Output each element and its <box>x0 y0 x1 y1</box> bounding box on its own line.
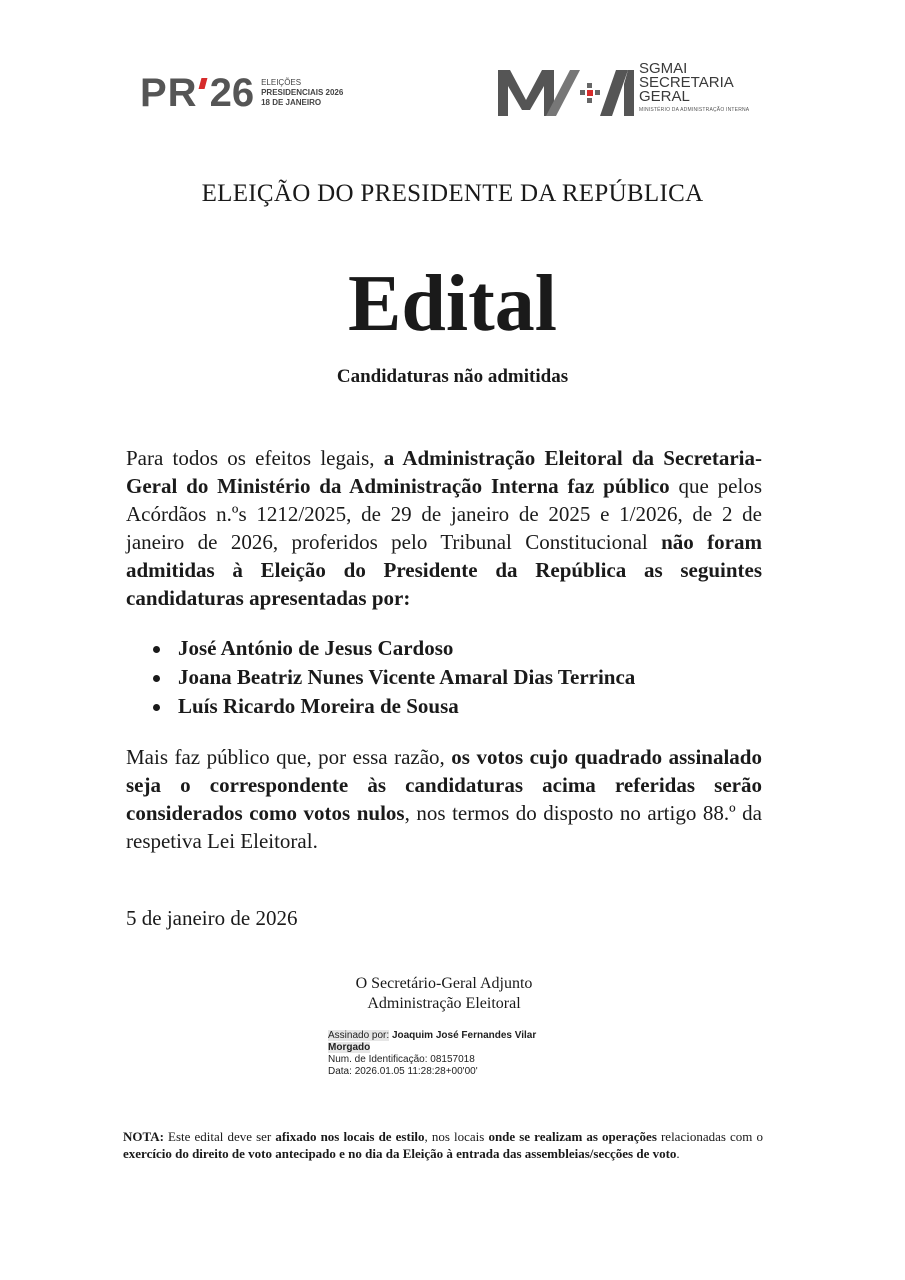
document-date: 5 de janeiro de 2026 <box>126 906 298 930</box>
list-item: Luís Ricardo Moreira de Sousa <box>148 692 635 721</box>
pr-logo-text: PR <box>140 70 198 115</box>
note-text3: relacionadas com o <box>656 1129 763 1144</box>
note-bold1: afixado nos locais de estilo <box>275 1129 425 1144</box>
sgmai-line3: GERAL <box>639 88 690 105</box>
pr-logo-number: 26 <box>209 70 255 115</box>
note-text4: . <box>676 1146 680 1161</box>
list-item: José António de Jesus Cardoso <box>148 634 635 663</box>
p2-text2: , nos termos do disposto no artigo 88.º da respetiva Lei Eleitoral. <box>126 801 762 853</box>
note-label: NOTA: <box>123 1129 164 1144</box>
sign-date-label: Data: <box>328 1066 352 1077</box>
signatory-role: O Secretário-Geral Adjunto <box>355 975 533 992</box>
pr-logo-line3: 18 DE JANEIRO <box>261 98 322 107</box>
id-row <box>328 1054 568 1066</box>
signatory-dept: Administração Eleitoral <box>367 995 521 1012</box>
digital-signature <box>328 1030 568 1078</box>
pr-logo-line2: PRESIDENCIAIS 2026 <box>261 88 344 97</box>
sign-date-row <box>328 1066 568 1078</box>
list-item: Joana Beatriz Nunes Vicente Amaral Dias Terrinca <box>148 663 635 692</box>
p2-bold1: os votos cujo quadrado assinalado seja o correspondente às candidaturas acima referidas serão considerados como votos nulos <box>126 745 762 825</box>
p2-text1: Mais faz público que, por essa razão, <box>126 745 452 769</box>
candidates-list <box>148 634 635 721</box>
note-text1: Este edital deve ser <box>163 1129 276 1144</box>
footnote <box>123 1128 763 1162</box>
sign-date-value: 2026.01.05 11:28:28+00'00' <box>354 1066 478 1077</box>
document-subtitle: Candidaturas não admitidas <box>336 366 569 387</box>
pr-logo-accent <box>198 78 207 89</box>
p1-bold1: a Administração Eleitoral da Secretaria-Geral do Ministério da Administração Interna faz público <box>126 446 762 498</box>
signed-by-label: Assinado por: <box>328 1030 390 1041</box>
signed-by-row2 <box>328 1042 568 1054</box>
sgmai-ministry: MINISTÉRIO DA ADMINISTRAÇÃO INTERNA <box>639 107 750 113</box>
signed-by-name2: Morgado <box>328 1042 371 1053</box>
note-text2: , nos locais <box>424 1129 489 1144</box>
p1-text1: Para todos os efeitos legais, <box>126 446 384 470</box>
sgmai-logo <box>496 62 761 122</box>
note-bold2: onde se realizam as operações <box>488 1129 657 1144</box>
id-label: Num. de Identificação: <box>328 1054 428 1065</box>
pr-logo-subtitle <box>261 78 343 108</box>
sgmai-line1: SGMAI <box>639 60 688 77</box>
p1-text2: que pelos Acórdãos n.ºs 1212/2025, de 29 de janeiro de 2025 e 1/2026, de 2 de janeiro de 2026, proferidos pelo Tribunal Constitucional <box>126 474 762 554</box>
signed-by-name: Joaquim José Fernandes Vilar <box>391 1030 537 1041</box>
sgmai-logo-mark <box>496 64 636 120</box>
document-heading: ELEIÇÃO DO PRESIDENTE DA REPÚBLICA <box>201 180 704 207</box>
p1-bold2: não foram admitidas à Eleição do Presidente da República as seguintes candidaturas apresentadas por: <box>126 530 762 610</box>
signed-by-row <box>328 1030 568 1042</box>
sgmai-logo-text <box>639 62 749 114</box>
paragraph-null-votes <box>126 743 762 855</box>
signatory-block <box>300 974 588 1014</box>
note-bold3: exercício do direito de voto antecipado e no dia da Eleição à entrada das assembleias/secções de voto <box>123 1146 677 1161</box>
id-value: 08157018 <box>430 1054 475 1065</box>
document-title: Edital <box>348 260 557 348</box>
pr-logo-line1: ELEIÇÕES <box>261 78 302 87</box>
paragraph-announcement <box>126 444 762 612</box>
sgmai-line2: SECRETARIA <box>639 74 734 91</box>
pr26-logo <box>140 70 343 116</box>
